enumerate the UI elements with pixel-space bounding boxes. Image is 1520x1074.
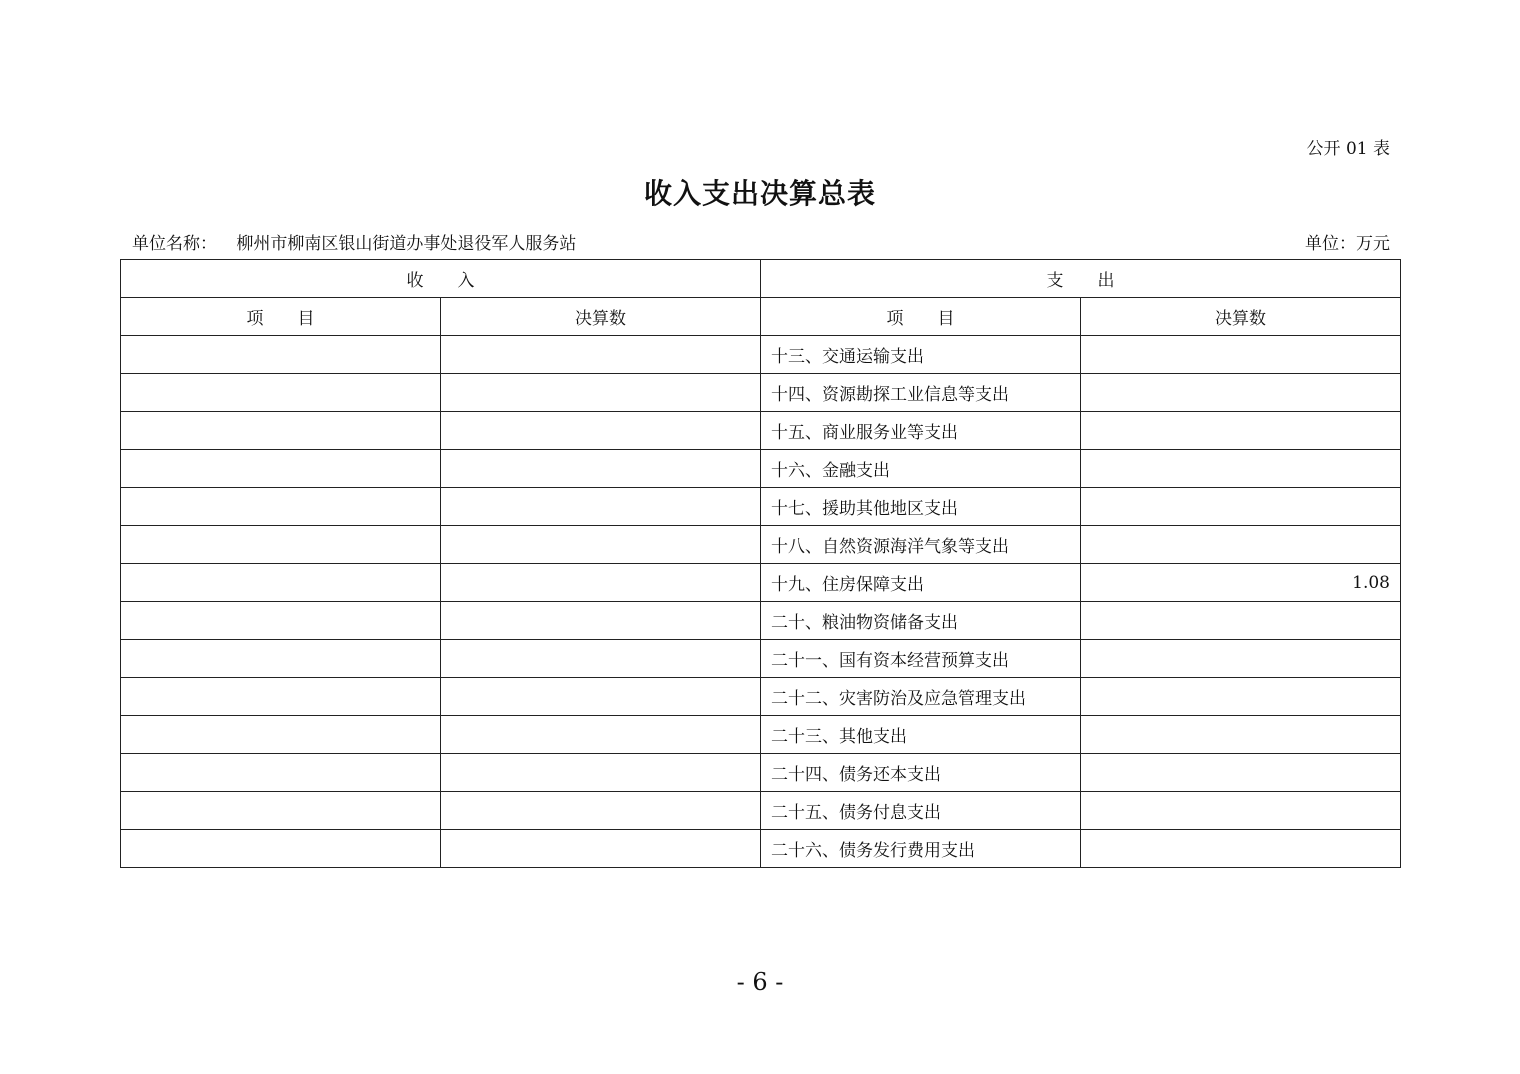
expense-amount-cell: [1081, 412, 1401, 450]
unit-name-block: [132, 229, 576, 254]
expense-item-cell: 二十四、债务还本支出: [761, 754, 1081, 792]
table-row: [121, 412, 1401, 450]
expense-item-cell: 十八、自然资源海洋气象等支出: [761, 526, 1081, 564]
table-row: [121, 564, 1401, 602]
income-amount-cell: [441, 450, 761, 488]
expense-item-cell: 十四、资源勘探工业信息等支出: [761, 374, 1081, 412]
income-item-cell: [121, 488, 441, 526]
income-header: 收 入: [121, 260, 761, 298]
income-amount-cell: [441, 336, 761, 374]
income-amount-cell: [441, 564, 761, 602]
income-amount-cell: [441, 830, 761, 868]
income-item-cell: [121, 526, 441, 564]
expense-amount-cell: [1081, 336, 1401, 374]
expense-amount-cell: [1081, 830, 1401, 868]
expense-item-cell: 二十五、债务付息支出: [761, 792, 1081, 830]
income-item-cell: [121, 678, 441, 716]
expense-amount-cell: [1081, 792, 1401, 830]
table-row: [121, 792, 1401, 830]
unit-name-label: 单位名称：: [132, 234, 217, 254]
income-amount-cell: [441, 602, 761, 640]
income-item-cell: [121, 450, 441, 488]
income-amount-cell: [441, 754, 761, 792]
table-header-row-group: [121, 260, 1401, 298]
income-item-header: 项 目: [121, 298, 441, 336]
table-header-row-columns: [121, 298, 1401, 336]
expense-amount-header: 决算数: [1081, 298, 1401, 336]
form-code: 公开 01 表: [1306, 139, 1390, 159]
income-amount-cell: [441, 526, 761, 564]
expense-item-cell: 二十三、其他支出: [761, 716, 1081, 754]
table-row: [121, 374, 1401, 412]
table-row: [121, 602, 1401, 640]
table-row: [121, 716, 1401, 754]
expense-amount-cell: [1081, 526, 1401, 564]
income-item-cell: [121, 830, 441, 868]
income-amount-cell: [441, 792, 761, 830]
income-item-cell: [121, 374, 441, 412]
income-item-cell: [121, 754, 441, 792]
expense-item-cell: 十九、住房保障支出: [761, 564, 1081, 602]
income-amount-cell: [441, 640, 761, 678]
table-row: [121, 640, 1401, 678]
unit-info-row: [132, 229, 1390, 254]
income-item-cell: [121, 336, 441, 374]
expense-amount-cell: [1081, 716, 1401, 754]
table-row: [121, 678, 1401, 716]
income-item-cell: [121, 716, 441, 754]
income-item-cell: [121, 792, 441, 830]
currency-unit: 单位：万元: [1305, 234, 1390, 254]
expense-amount-cell: [1081, 640, 1401, 678]
table-row: [121, 450, 1401, 488]
expense-item-cell: 二十、粮油物资储备支出: [761, 602, 1081, 640]
page-number: - 6 -: [736, 968, 784, 996]
expense-amount-cell: [1081, 754, 1401, 792]
table-row: [121, 526, 1401, 564]
table-row: [121, 336, 1401, 374]
table-row: [121, 754, 1401, 792]
expense-item-cell: 十三、交通运输支出: [761, 336, 1081, 374]
expense-header: 支 出: [761, 260, 1401, 298]
expense-amount-cell: [1081, 374, 1401, 412]
page-title: 收入支出决算总表: [643, 177, 876, 210]
income-amount-header: 决算数: [441, 298, 761, 336]
expense-item-cell: 二十六、债务发行费用支出: [761, 830, 1081, 868]
expense-amount-cell: [1081, 678, 1401, 716]
expense-item-cell: 十七、援助其他地区支出: [761, 488, 1081, 526]
income-item-cell: [121, 412, 441, 450]
expense-item-cell: 十五、商业服务业等支出: [761, 412, 1081, 450]
income-amount-cell: [441, 412, 761, 450]
expense-amount-cell: 1.08: [1081, 564, 1401, 602]
income-amount-cell: [441, 374, 761, 412]
income-amount-cell: [441, 716, 761, 754]
expense-amount-cell: [1081, 602, 1401, 640]
table-row: [121, 488, 1401, 526]
income-amount-cell: [441, 678, 761, 716]
unit-name: 柳州市柳南区银山街道办事处退役军人服务站: [236, 234, 577, 254]
budget-summary-table: [120, 259, 1401, 868]
income-item-cell: [121, 564, 441, 602]
income-amount-cell: [441, 488, 761, 526]
expense-item-header: 项 目: [761, 298, 1081, 336]
income-item-cell: [121, 640, 441, 678]
expense-item-cell: 二十一、国有资本经营预算支出: [761, 640, 1081, 678]
expense-item-cell: 十六、金融支出: [761, 450, 1081, 488]
income-item-cell: [121, 602, 441, 640]
expense-amount-cell: [1081, 488, 1401, 526]
expense-amount-cell: [1081, 450, 1401, 488]
expense-item-cell: 二十二、灾害防治及应急管理支出: [761, 678, 1081, 716]
table-row: [121, 830, 1401, 868]
